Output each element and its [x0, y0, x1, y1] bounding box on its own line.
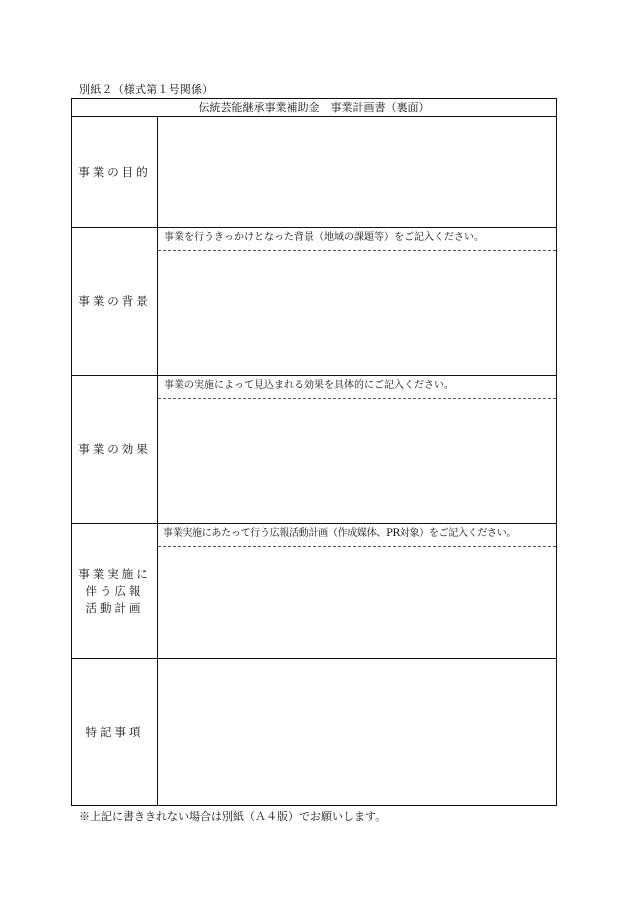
- background-instruction: 事業を行うきっかけとなった背景（地域の課題等）をご記入ください。: [158, 228, 556, 251]
- background-input-area[interactable]: [158, 252, 556, 375]
- pr-plan-input-area[interactable]: [158, 548, 556, 658]
- label-line: 事業の効果: [78, 442, 151, 456]
- pr-plan-instruction: 事業実施にあたって行う広報活動計画（作成媒体、PR対象）をご記入ください。: [158, 524, 556, 547]
- effect-instruction: 事業の実施によって見込まれる効果を具体的にご記入ください。: [158, 376, 556, 399]
- label-line: 伴う広報: [85, 583, 144, 598]
- purpose-input-area[interactable]: [158, 117, 556, 227]
- label-line: 活動計画: [85, 600, 144, 615]
- row-label-purpose: [72, 117, 158, 227]
- row-content-purpose: [158, 117, 556, 227]
- effect-input-area[interactable]: [158, 400, 556, 523]
- row-effect: [72, 376, 556, 524]
- form-title: 伝統芸能継承事業補助金 事業計画書（裏面）: [72, 99, 556, 117]
- document-label: 別紙２（様式第１号関係）: [79, 83, 214, 96]
- special-notes-input-area[interactable]: [158, 659, 556, 805]
- label-line: 事業の目的: [78, 164, 151, 179]
- row-content-pr-plan: [158, 524, 556, 658]
- row-content-background: [158, 228, 556, 375]
- business-plan-form: [71, 98, 557, 806]
- row-pr-plan: [72, 524, 556, 659]
- row-content-effect: [158, 376, 556, 523]
- label-line: 特記事項: [85, 724, 144, 739]
- row-background: [72, 228, 556, 376]
- row-purpose: [72, 117, 556, 228]
- row-label-special-notes: [72, 659, 158, 805]
- label-line: 事業の背景: [78, 294, 151, 308]
- footnote: ※上記に書ききれない場合は別紙（Ａ４版）でお願いします。: [79, 810, 387, 823]
- label-line: 事業実施に: [78, 566, 151, 581]
- row-content-special-notes: [158, 659, 556, 805]
- row-label-background: [72, 228, 158, 375]
- row-special-notes: [72, 659, 556, 805]
- row-label-effect: [72, 376, 158, 523]
- row-label-pr-plan: [72, 524, 158, 658]
